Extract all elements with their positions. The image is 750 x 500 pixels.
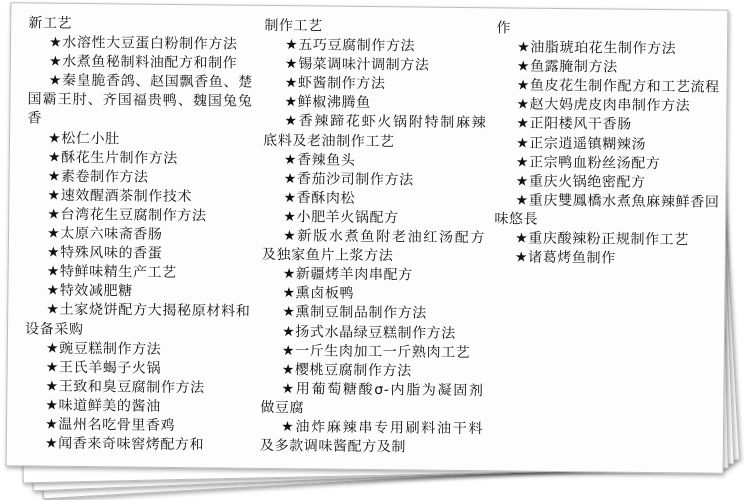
- recipe-list: [24, 14, 729, 491]
- recipe-item: ★水煮鱼秘制料油配方和制作: [48, 53, 238, 72]
- recipe-item: ★秦皇脆香鸽、赵国飘香鱼、楚国霸王肘、齐国福贵鸭、魏国兔兔香: [27, 72, 253, 127]
- recipe-item: ★正阳楼风干香肠: [516, 115, 632, 134]
- recipe-item: ★王致和臭豆腐制作方法: [45, 378, 205, 396]
- recipe-item: ★樱桃豆腐制作方法: [281, 361, 412, 380]
- recipe-item: ★酥花生片制作方法: [47, 149, 179, 167]
- recipe-item: ★特殊风味的香蛋: [46, 244, 163, 262]
- recipe-item-continuation: 作: [496, 20, 512, 37]
- recipe-item: ★新版水煮鱼附老油红汤配方及独家鱼片上浆方法: [261, 228, 486, 265]
- recipe-item: ★特鲜味精生产工艺: [46, 263, 177, 282]
- recipe-item: ★香辣蹄花虾火锅附特制麻辣底料及老油制作工艺: [263, 113, 487, 150]
- recipe-item: ★土家烧饼配方大揭秘原材料和设备采购: [25, 301, 251, 338]
- recipe-item: ★香辣鱼头: [283, 151, 356, 169]
- recipe-item: ★油脂琥珀花生制作方法: [517, 39, 677, 58]
- recipe-item: ★诸葛烤鱼制作: [514, 249, 616, 267]
- recipe-item: ★重庆雙鳳橋水煮魚麻辣鲜香回味悠長: [494, 192, 720, 228]
- recipe-item: ★鱼露腌制方法: [516, 58, 618, 76]
- recipe-item: ★松仁小肚: [48, 130, 120, 147]
- recipe-item: ★用葡萄糖酸σ-内脂为凝固剂做豆腐: [260, 380, 484, 417]
- recipe-item: ★虾酱制作方法: [284, 75, 386, 93]
- recipe-item: ★速效醒酒茶制作技术: [47, 187, 193, 205]
- recipe-item: ★闻香来奇味窖烤配方和: [44, 435, 205, 454]
- recipe-item: ★赵大妈虎皮肉串制作方法: [516, 96, 691, 115]
- recipe-item: ★香酥肉松: [283, 189, 356, 207]
- recipe-item: ★一斤生肉加工一斤熟肉工艺: [281, 342, 471, 361]
- recipe-item: ★扬式水晶绿豆糕制作方法: [282, 323, 456, 342]
- recipe-item: ★重庆火锅绝密配方: [515, 173, 646, 191]
- recipe-item: ★台湾花生豆腐制作方法: [47, 206, 207, 225]
- recipe-item: ★正宗逍遥镇糊辣汤: [516, 135, 647, 153]
- recipe-item: ★鱼皮花生制作配方和工艺流程: [516, 77, 720, 96]
- recipe-item: ★素卷制作方法: [47, 168, 149, 186]
- recipe-item: ★豌豆糕制作方法: [45, 340, 162, 358]
- recipe-item: ★水溶性大豆蛋白粉制作方法: [49, 34, 238, 53]
- recipe-item-continuation: 新工艺: [28, 15, 73, 32]
- recipe-column-2: [260, 17, 488, 458]
- recipe-item: ★太原六味斋香肠: [47, 225, 163, 243]
- recipe-item: ★香茄沙司制作方法: [283, 170, 414, 189]
- recipe-item-continuation: 制作工艺: [264, 17, 323, 35]
- recipe-item: ★重庆酸辣粉正规制作工艺: [515, 230, 689, 249]
- recipe-item: ★王氏羊蝎子火锅: [45, 359, 162, 377]
- recipe-item: ★特效减肥糖: [46, 282, 133, 300]
- recipe-item: ★熏制豆制品制作方法: [282, 304, 428, 322]
- recipe-item: ★正宗鸭血粉丝汤配方: [515, 154, 661, 172]
- recipe-item: ★熏卤板鸭: [282, 285, 355, 303]
- recipe-item: ★小肥羊火锅配方: [283, 208, 399, 227]
- recipe-item: ★锡菜调味汁调制方法: [284, 56, 430, 74]
- recipe-item: ★五巧豆腐制作方法: [285, 37, 416, 55]
- recipe-column-3: [494, 19, 722, 270]
- recipe-column-1: [24, 14, 254, 455]
- recipe-item: ★味道鲜美的酱油: [45, 397, 161, 415]
- recipe-item: ★温州名吃骨里香鸡: [45, 416, 176, 434]
- recipe-item: ★鲜椒沸腾鱼: [284, 94, 371, 112]
- recipe-item: ★油炸麻辣串专用刷料油干料及多款调味酱配方及制: [259, 418, 484, 456]
- recipe-item: ★新疆烤羊肉串配方: [282, 266, 413, 284]
